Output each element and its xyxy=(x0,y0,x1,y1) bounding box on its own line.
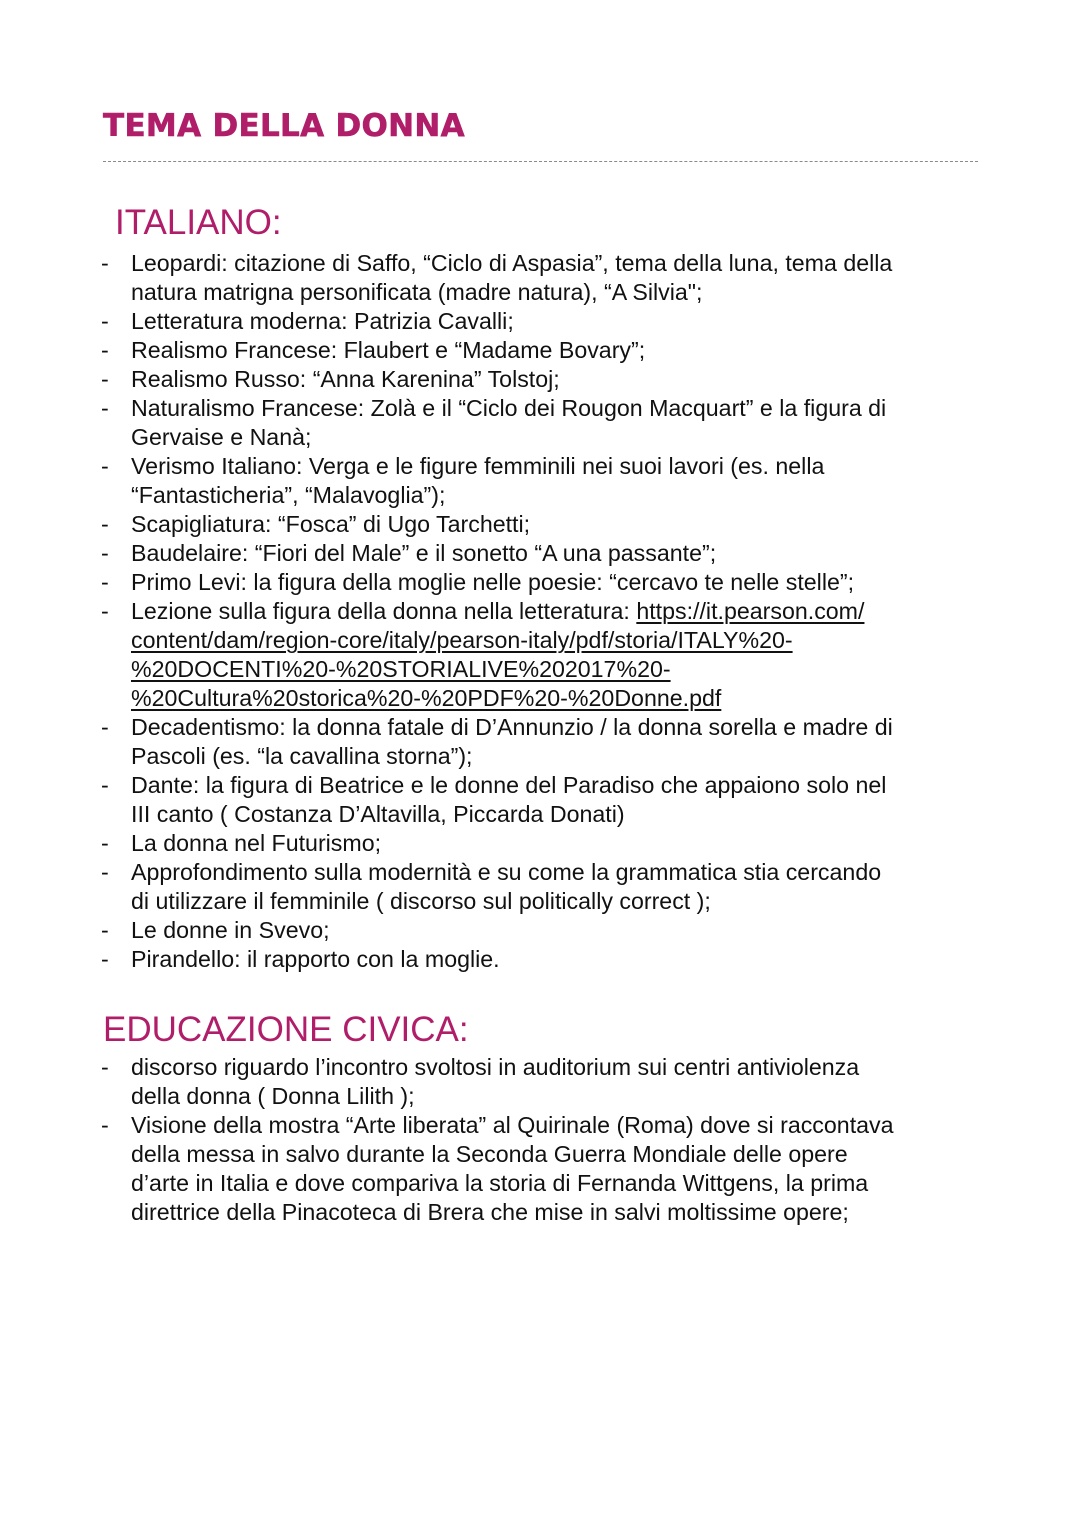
list-bullet: - xyxy=(101,308,109,334)
list-item: - Realismo Russo: “Anna Karenina” Tolstoj; xyxy=(101,366,560,392)
educazione-civica-list xyxy=(99,1053,999,1227)
list-bullet: - xyxy=(101,917,109,943)
list-item: - Dante: la figura di Beatrice e le donne del Paradiso che appaiono solo nel III canto ( Costanza D’Altavilla, Piccarda Donati) xyxy=(101,772,887,827)
list-bullet: - xyxy=(101,337,109,363)
list-item: - Le donne in Svevo; xyxy=(101,917,330,943)
list-item: - Naturalismo Francese: Zolà e il “Ciclo dei Rougon Macquart” e la figura di Gervaise e Nanà; xyxy=(101,395,887,450)
list-item: - La donna nel Futurismo; xyxy=(101,830,382,856)
list-item: - Scapigliatura: “Fosca” di Ugo Tarchetti; xyxy=(101,511,531,537)
section-heading-educazione-civica: EDUCAZIONE CIVICA: xyxy=(103,1010,469,1049)
pearson-link-part4[interactable]: %20Cultura%20storica%20-%20PDF%20-%20Donne.pdf xyxy=(131,685,722,711)
pearson-link-part3[interactable]: %20DOCENTI%20-%20STORIALIVE%202017%20- xyxy=(131,656,671,682)
list-bullet: - xyxy=(101,1112,109,1138)
list-item: - Visione della mostra “Arte liberata” al Quirinale (Roma) dove si raccontava della messa in salvo durante la Seconda Guerra Mondiale delle opere d’arte in Italia e dove compariva la storia di Fernanda Wittgens, la prima direttrice della Pinacoteca di Brera che mise in salvi moltissime opere; xyxy=(101,1112,894,1225)
lezione-text: Lezione sulla figura della donna nella letteratura: xyxy=(131,598,637,624)
list-bullet: - xyxy=(101,946,109,972)
list-item: - Pirandello: il rapporto con la moglie. xyxy=(101,946,500,972)
list-item: - Letteratura moderna: Patrizia Cavalli; xyxy=(101,308,514,334)
list-bullet: - xyxy=(101,511,109,537)
dashed-divider xyxy=(103,161,978,162)
list-bullet: - xyxy=(101,714,109,740)
list-bullet: - xyxy=(101,250,109,276)
section-heading-italiano: ITALIANO: xyxy=(115,203,282,242)
list-item: - Baudelaire: “Fiori del Male” e il sonetto “A una passante”; xyxy=(101,540,717,566)
list-bullet: - xyxy=(101,540,109,566)
document-title: TEMA DELLA DONNA xyxy=(103,108,465,144)
list-bullet: - xyxy=(101,1054,109,1080)
list-bullet: - xyxy=(101,453,109,479)
list-item: - Realismo Francese: Flaubert e “Madame Bovary”; xyxy=(101,337,646,363)
list-item: - Approfondimento sulla modernità e su come la grammatica stia cercando di utilizzare il femminile ( discorso sul politically correct ); xyxy=(101,859,882,914)
list-item: - Primo Levi: la figura della moglie nelle poesie: “cercavo te nelle stelle”; xyxy=(101,569,855,595)
list-bullet: - xyxy=(101,859,109,885)
list-bullet: - xyxy=(101,395,109,421)
pearson-link-part2[interactable]: content/dam/region-core/italy/pearson-italy/pdf/storia/ITALY%20- xyxy=(131,627,793,653)
italiano-list xyxy=(99,249,999,974)
list-bullet: - xyxy=(101,598,109,624)
list-item: - Leopardi: citazione di Saffo, “Ciclo di Aspasia”, tema della luna, tema della natura matrigna personificata (madre natura), “A Silvia"; xyxy=(101,250,893,305)
list-item: - Decadentismo: la donna fatale di D’Annunzio / la donna sorella e madre di Pascoli (es. “la cavallina storna”); xyxy=(101,714,893,769)
list-item-lezione xyxy=(99,597,999,713)
list-bullet: - xyxy=(101,366,109,392)
list-bullet: - xyxy=(101,569,109,595)
list-item: - discorso riguardo l’incontro svoltosi in auditorium sui centri antiviolenza della donna ( Donna Lilith ); xyxy=(101,1054,860,1109)
pearson-link-part1[interactable]: https://it.pearson.com/ xyxy=(636,598,865,624)
list-item: - Verismo Italiano: Verga e le figure femminili nei suoi lavori (es. nella “Fantasticheria”, “Malavoglia”); xyxy=(101,453,825,508)
list-bullet: - xyxy=(101,830,109,856)
list-bullet: - xyxy=(101,772,109,798)
